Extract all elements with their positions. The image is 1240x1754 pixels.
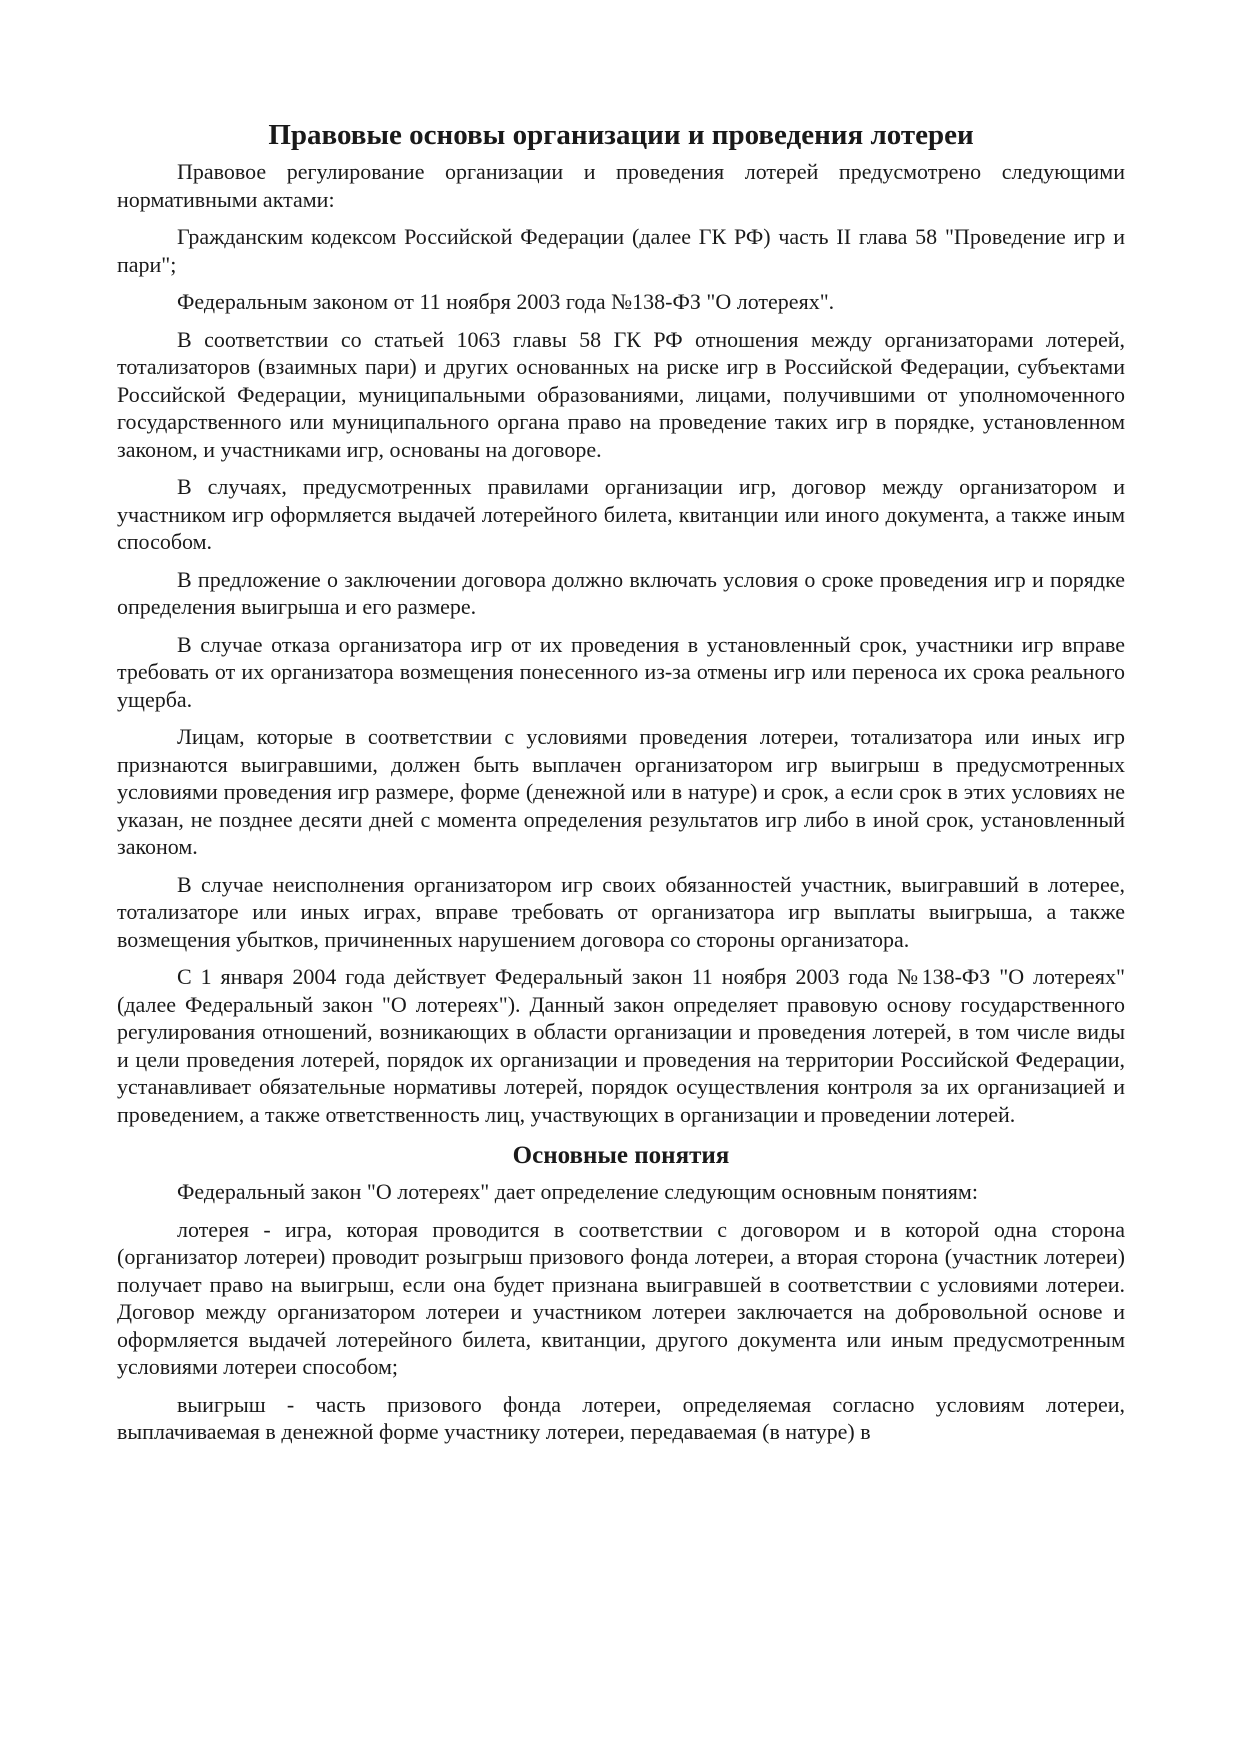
paragraph: Гражданским кодексом Российской Федерации (далее ГК РФ) часть II глава 58 "Проведение игр и пари";: [117, 224, 1125, 277]
document-title: Правовые основы организации и проведения лотереи: [268, 119, 974, 151]
section-heading: Основные понятия: [512, 1142, 730, 1169]
paragraph: В случае отказа организатора игр от их проведения в установленный срок, участники игр вправе требовать от их организатора возмещения понесенного из-за отмены игр или переноса их срока реального ущерба.: [117, 631, 1125, 712]
paragraph: С 1 января 2004 года действует Федеральный закон 11 ноября 2003 года №138-ФЗ "О лотереях" (далее Федеральный закон "О лотереях"). Данный закон определяет правовую основу государственного регулирования отношений, возникающих в области организации и проведения лотерей, в том числе виды и цели проведения лотерей, порядок их организации и проведения на территории Российской Федерации, устанавливает обязательные нормативы лотерей, порядок осуществления контроля за их организацией и проведением, а также ответственность лиц, участвующих в организации и проведении лотерей.: [117, 964, 1125, 1127]
paragraph: Федеральный закон "О лотереях" дает определение следующим основным понятиям:: [177, 1179, 978, 1204]
paragraph: Лицам, которые в соответствии с условиями проведения лотереи, тотализатора или иных игр признаются выигравшими, должен быть выплачен организатором игр выигрыш в предусмотренных условиями проведения игр размере, форме (денежной или в натуре) и срок, а если срок в этих условиях не указан, не позднее десяти дней с момента определения результатов игр либо в иной срок, установленный законом.: [117, 724, 1125, 859]
paragraph: Правовое регулирование организации и проведения лотерей предусмотрено следующими нормативными актами:: [117, 159, 1125, 212]
paragraph: Федеральным законом от 11 ноября 2003 года №138-ФЗ "О лотереях".: [177, 289, 835, 314]
paragraph: В случаях, предусмотренных правилами организации игр, договор между организатором и участником игр оформляется выдачей лотерейного билета, квитанции или иного документа, а также иным способом.: [117, 474, 1125, 554]
paragraph: В соответствии со статьей 1063 главы 58 ГК РФ отношения между организаторами лотерей, тотализаторов (взаимных пари) и других основанных на риске игр в Российской Федерации, субъектами Российской Федерации, муниципальными образованиями, лицами, получившими от уполномоченного государственного или муниципального органа право на проведение таких игр в порядке, установленном законом, и участниками игр, основаны на договоре.: [117, 326, 1125, 462]
paragraph: В случае неисполнения организатором игр своих обязанностей участник, выигравший в лотерее, тотализаторе или иных играх, вправе требовать от организатора игр выплаты выигрыша, а также возмещения убытков, причиненных нарушением договора со стороны организатора.: [117, 871, 1125, 952]
paragraph: В предложение о заключении договора должно включать условия о сроке проведения игр и порядке определения выигрыша и его размере.: [117, 566, 1125, 619]
paragraph: выигрыш - часть призового фонда лотереи, определяемая согласно условиям лотереи, выплачиваемая в денежной форме участнику лотереи, передаваемая (в натуре) в: [117, 1391, 1125, 1444]
paragraph: лотерея - игра, которая проводится в соответствии с договором и в которой одна сторона (организатор лотереи) проводит розыгрыш призового фонда лотереи, а вторая сторона (участник лотереи) получает право на выигрыш, если она будет признана выигравшей в соответствии с условиями лотереи. Договор между организатором лотереи и участником лотереи заключается на добровольной основе и оформляется выдачей лотерейного билета, квитанции, другого документа или иным предусмотренным условиями лотереи способом;: [117, 1216, 1125, 1379]
document-page: [117, 118, 1125, 1456]
